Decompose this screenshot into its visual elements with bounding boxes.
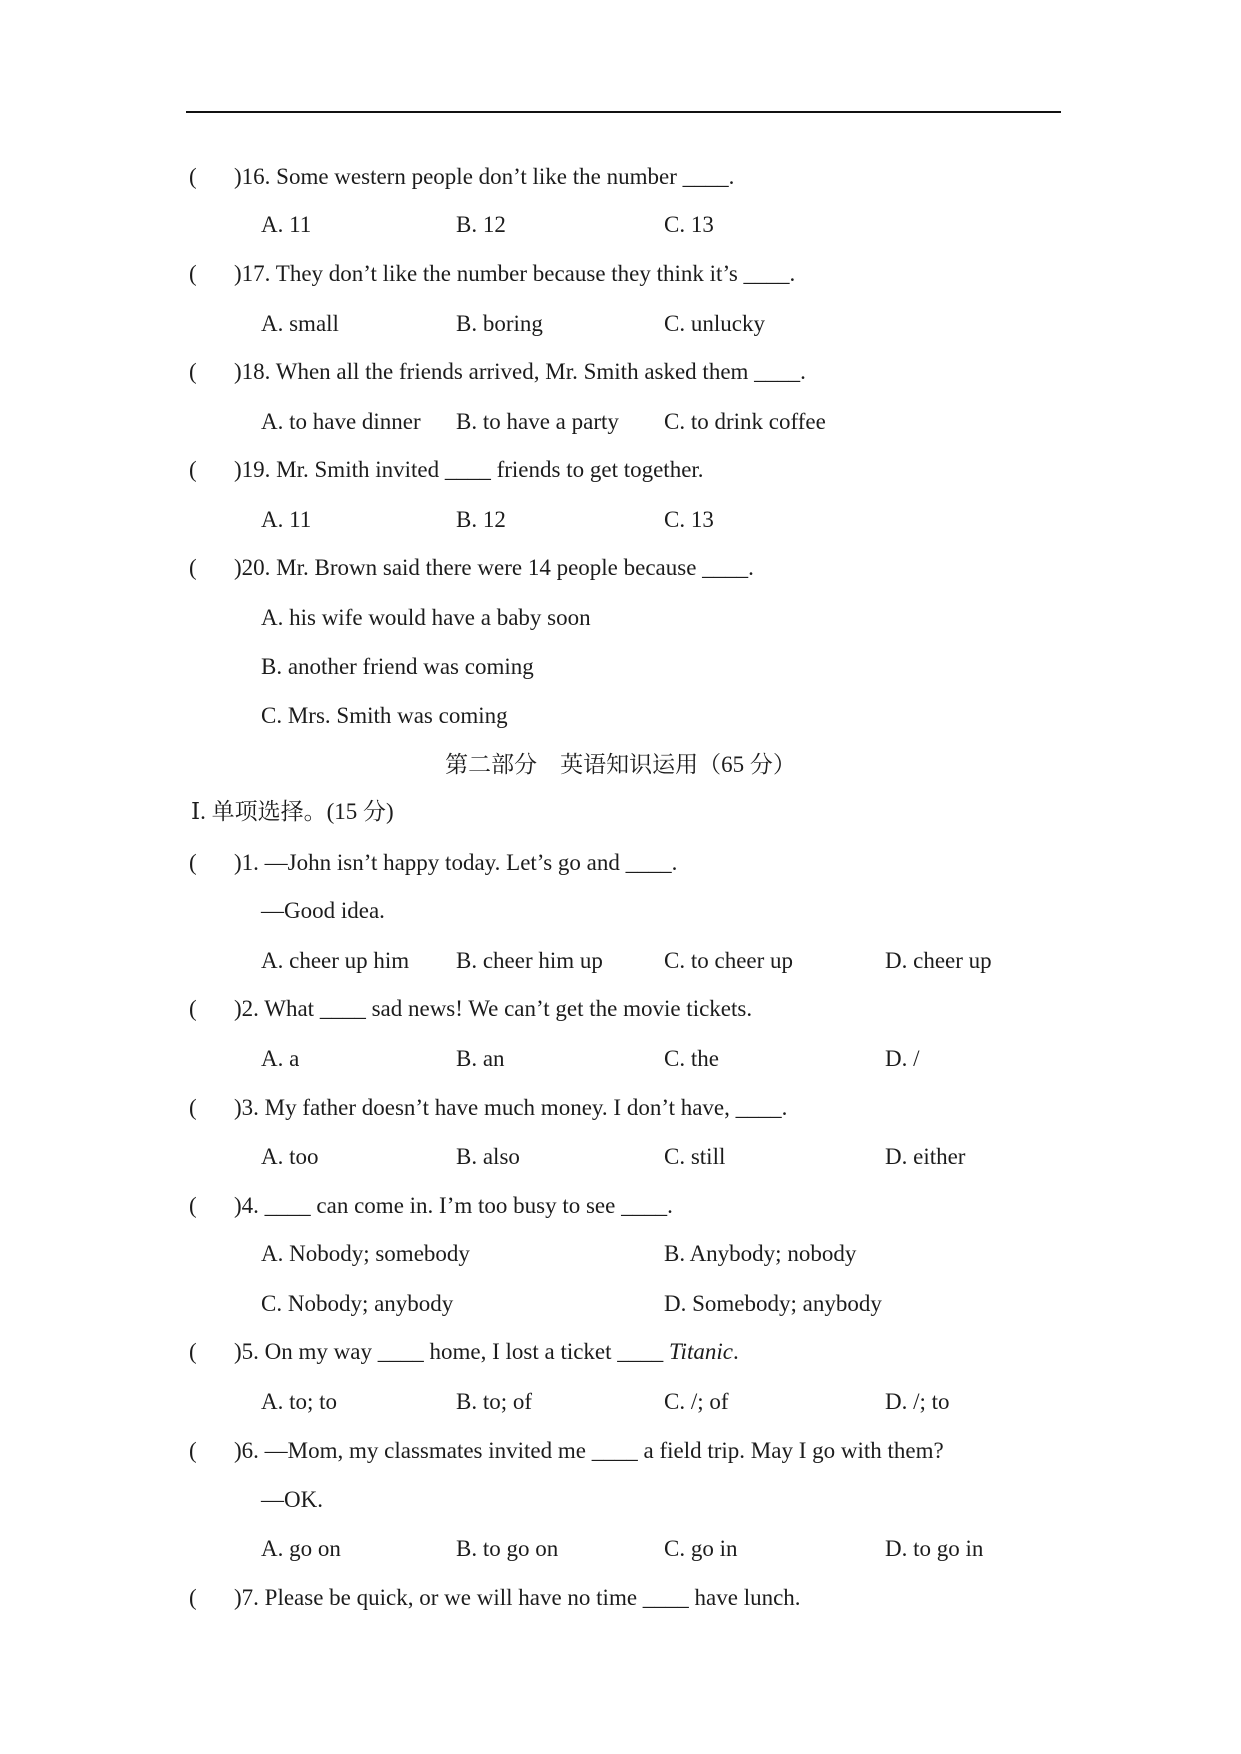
answer-bracket-close: ) [234,1193,242,1218]
header-rule [186,111,1061,113]
question-number: 5. [241,1339,265,1364]
question-2 [0,994,1241,1024]
question-number: 4. [241,1193,265,1218]
options-5 [0,1387,1241,1417]
option-b: B. 12 [456,507,506,532]
question-number: 20. [241,555,277,580]
question-1 [0,848,1241,878]
answer-bracket-open: ( [189,1095,197,1120]
option-b: B. to go on [456,1536,559,1561]
option-a: A. his wife would have a baby soon [261,605,591,630]
answer-bracket-open: ( [189,1339,197,1364]
part-two-title: 第二部分 英语知识运用（65 分） [445,752,796,777]
options-20-a [0,603,1241,633]
answer-bracket-open: ( [189,359,197,384]
option-c: C. the [664,1046,719,1071]
answer-bracket-open: ( [189,996,197,1021]
answer-bracket-open: ( [189,555,197,580]
option-d: D. Somebody; anybody [664,1291,882,1316]
option-c: C. 13 [664,212,714,237]
answer-bracket-close: ) [234,850,242,875]
answer-bracket-close: ) [234,164,242,189]
options-4-ab [0,1239,1241,1269]
option-a: A. to; to [261,1389,338,1414]
question-text [234,1436,944,1466]
question-number: 1. [241,850,265,875]
question-5 [0,1337,1241,1367]
question-stem: They don’t like the number because they think it’s ____. [275,261,796,286]
option-b: B. also [456,1144,520,1169]
question-number: 6. [241,1438,265,1463]
answer-bracket-close: ) [234,1095,242,1120]
option-b: B. cheer him up [456,948,603,973]
dialogue-reply: —Good idea. [261,898,385,923]
answer-bracket-open: ( [189,1585,197,1610]
option-a: A. Nobody; somebody [261,1241,470,1266]
dialogue-reply-6 [0,1485,1241,1515]
question-text [234,259,795,289]
option-c: C. Nobody; anybody [261,1291,454,1316]
section-one-title: Ⅰ. 单项选择。(15 分) [191,799,394,824]
option-c: C. to cheer up [664,948,794,973]
question-text [234,1191,673,1221]
question-7 [0,1583,1241,1613]
question-stem-end: . [732,1339,739,1364]
question-stem: ____ can come in. I’m too busy to see ____. [264,1193,673,1218]
question-stem: Some western people don’t like the number ____. [276,164,735,189]
question-stem: Mr. Smith invited ____ friends to get together. [276,457,704,482]
options-18 [0,407,1241,437]
answer-bracket-close: ) [234,1339,242,1364]
option-d: D. to go in [885,1536,984,1561]
question-4 [0,1191,1241,1221]
question-text [234,553,754,583]
answer-bracket-open: ( [189,261,197,286]
option-a: A. 11 [261,212,312,237]
question-number: 2. [241,996,265,1021]
question-18 [0,357,1241,387]
question-stem: —John isn’t happy today. Let’s go and ____. [264,850,678,875]
answer-bracket-close: ) [234,996,242,1021]
question-stem: —Mom, my classmates invited me ____ a field trip. May I go with them? [264,1438,944,1463]
answer-bracket-open: ( [189,1193,197,1218]
options-16 [0,210,1241,240]
option-a: A. cheer up him [261,948,410,973]
question-number: 18. [241,359,276,384]
option-b: B. to; of [456,1389,533,1414]
question-number: 17. [241,261,276,286]
option-b: B. Anybody; nobody [664,1241,857,1266]
question-text [234,1093,787,1123]
question-number: 19. [241,457,277,482]
option-b: B. to have a party [456,409,619,434]
option-a: A. to have dinner [261,409,421,434]
question-16 [0,162,1241,192]
options-1 [0,946,1241,976]
option-a: A. go on [261,1536,341,1561]
question-text [234,1583,801,1613]
question-text [234,455,704,485]
option-b: B. another friend was coming [261,654,534,679]
question-19 [0,455,1241,485]
answer-bracket-close: ) [234,359,242,384]
options-17 [0,309,1241,339]
answer-bracket-close: ) [234,1438,242,1463]
option-c: C. /; of [664,1389,729,1414]
dialogue-reply-1 [0,896,1241,926]
options-20-b [0,652,1241,682]
option-c: C. 13 [664,507,714,532]
question-text [234,162,734,192]
question-text [234,848,677,878]
question-text [234,357,806,387]
option-c: C. Mrs. Smith was coming [261,703,508,728]
options-4-cd [0,1289,1241,1319]
option-c: C. unlucky [664,311,765,336]
dialogue-reply: —OK. [261,1487,323,1512]
options-6 [0,1534,1241,1564]
option-a: A. a [261,1046,300,1071]
question-stem: Please be quick, or we will have no time ____ have lunch. [264,1585,801,1610]
movie-title: Titanic [669,1339,733,1364]
question-17 [0,259,1241,289]
question-stem: On my way ____ home, I lost a ticket ____ [264,1339,670,1364]
options-19 [0,505,1241,535]
option-d: D. /; to [885,1389,950,1414]
option-a: A. too [261,1144,319,1169]
answer-bracket-open: ( [189,164,197,189]
question-stem: Mr. Brown said there were 14 people because ____. [276,555,754,580]
option-c: C. go in [664,1536,738,1561]
question-number: 7. [241,1585,265,1610]
option-d: D. either [885,1144,966,1169]
question-stem: My father doesn’t have much money. I don’t have, ____. [264,1095,788,1120]
answer-bracket-close: ) [234,555,242,580]
answer-bracket-open: ( [189,457,197,482]
option-a: A. 11 [261,507,312,532]
options-20-c [0,701,1241,731]
answer-bracket-close: ) [234,457,242,482]
option-d: D. cheer up [885,948,992,973]
question-text [234,994,752,1024]
question-3 [0,1093,1241,1123]
option-a: A. small [261,311,339,336]
options-2 [0,1044,1241,1074]
question-number: 16. [241,164,277,189]
options-3 [0,1142,1241,1172]
answer-bracket-open: ( [189,1438,197,1463]
option-b: B. boring [456,311,543,336]
question-text [234,1337,739,1367]
answer-bracket-close: ) [234,261,242,286]
question-stem: When all the friends arrived, Mr. Smith asked them ____. [275,359,806,384]
question-number: 3. [241,1095,265,1120]
option-d: D. / [885,1046,920,1071]
question-stem: What ____ sad news! We can’t get the movie tickets. [264,996,753,1021]
option-c: C. still [664,1144,726,1169]
option-b: B. an [456,1046,505,1071]
question-6 [0,1436,1241,1466]
answer-bracket-open: ( [189,850,197,875]
option-c: C. to drink coffee [664,409,826,434]
answer-bracket-close: ) [234,1585,242,1610]
option-b: B. 12 [456,212,506,237]
question-20 [0,553,1241,583]
